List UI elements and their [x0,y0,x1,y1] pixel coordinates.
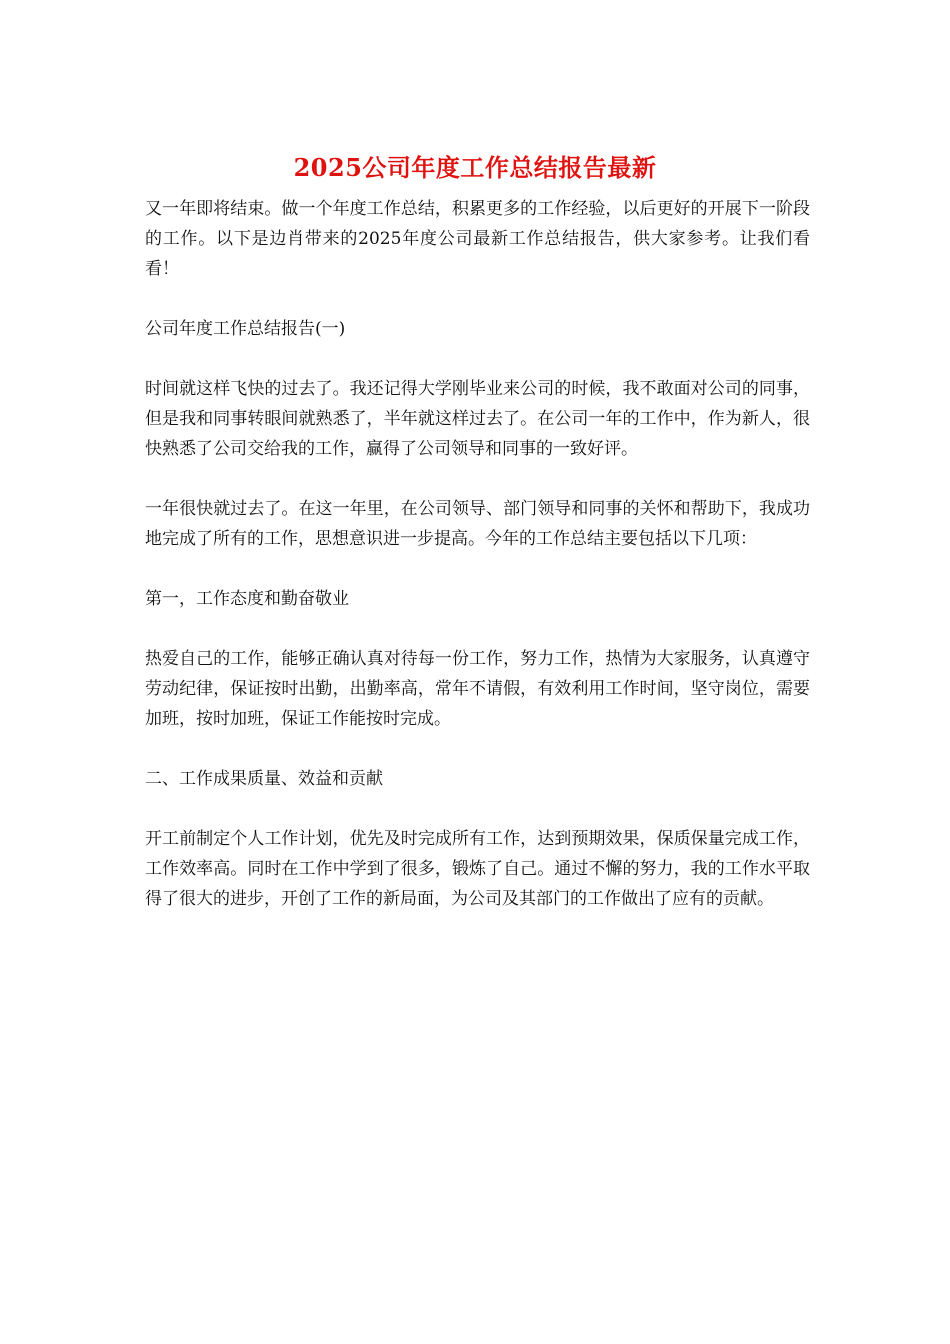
paragraph-gap [145,554,810,584]
section-heading-work-attitude: 第一，工作态度和勤奋敬业 [145,589,349,609]
document-title: 2025公司年度工作总结报告最新 [293,153,657,182]
body-paragraph: 开工前制定个人工作计划，优先及时完成所有工作，达到预期效果，保质保量完成工作，工作效率高。同时在工作中学到了很多，锻炼了自己。通过不懈的努力，我的工作水平取得了很大的进步，开创了工作的新局面，为公司及其部门的工作做出了应有的贡献。 [145,829,810,909]
body-paragraph: 一年很快就过去了。在这一年里，在公司领导、部门领导和同事的关怀和帮助下，我成功地完成了所有的工作，思想意识进一步提高。今年的工作总结主要包括以下几项： [145,499,810,549]
body-paragraph: 热爱自己的工作，能够正确认真对待每一份工作，努力工作，热情为大家服务，认真遵守劳动纪律，保证按时出勤，出勤率高，常年不请假，有效利用工作时间，坚守岗位，需要加班，按时加班，保证工作能按时完成。 [145,649,810,729]
body-paragraph: 时间就这样飞快的过去了。我还记得大学刚毕业来公司的时候，我不敢面对公司的同事，但是我和同事转眼间就熟悉了，半年就这样过去了。在公司一年的工作中，作为新人，很快熟悉了公司交给我的工作，赢得了公司领导和同事的一致好评。 [145,379,810,459]
paragraph-gap [145,614,810,644]
document-body [145,194,810,914]
section-heading-report-one: 公司年度工作总结报告(一) [145,319,346,339]
paragraph-gap [145,734,810,764]
paragraph-gap [145,794,810,824]
intro-paragraph: 又一年即将结束。做一个年度工作总结，积累更多的工作经验，以后更好的开展下一阶段的工作。以下是边肖带来的2025年度公司最新工作总结报告，供大家参考。让我们看看！ [145,199,810,279]
paragraph-gap [145,344,810,374]
section-heading-work-results: 二、工作成果质量、效益和贡献 [145,769,383,789]
paragraph-gap [145,464,810,494]
paragraph-gap [145,284,810,314]
